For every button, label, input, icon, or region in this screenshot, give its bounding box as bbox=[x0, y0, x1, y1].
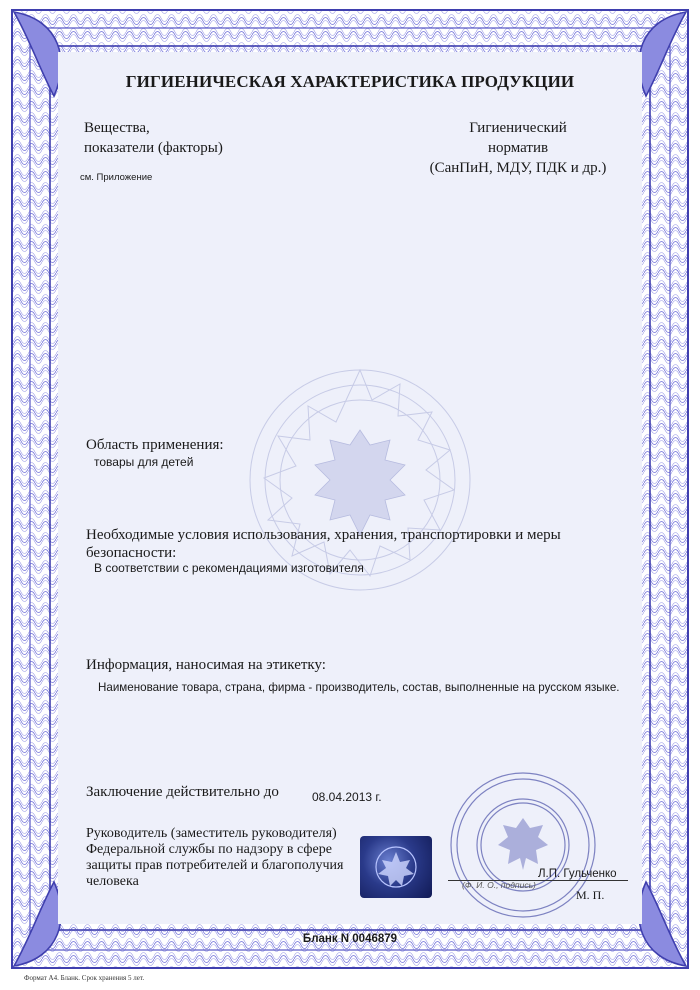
seal-place: М. П. bbox=[576, 888, 605, 902]
label-info-label: Информация, наносимая на этикетку: bbox=[86, 657, 326, 673]
head-line2: Федеральной службы по надзору в сфере bbox=[86, 842, 332, 857]
scope-value: товары для детей bbox=[94, 455, 194, 469]
valid-until-value: 08.04.2013 г. bbox=[312, 790, 382, 804]
conditions-value: В соответствии с рекомендациями изготовителя bbox=[94, 561, 364, 575]
head-line3: защиты прав потребителей и благополучия bbox=[86, 858, 344, 873]
norm-label-line1: Гигиенический bbox=[469, 120, 567, 136]
label-info-value: Наименование товара, страна, фирма - производитель, состав, выполненные на русском языке. bbox=[98, 681, 620, 694]
head-line1: Руководитель (заместитель руководителя) bbox=[86, 826, 337, 841]
valid-until-label: Заключение действительно до bbox=[86, 784, 279, 800]
document-title: ГИГИЕНИЧЕСКАЯ ХАРАКТЕРИСТИКА ПРОДУКЦИИ bbox=[125, 72, 575, 91]
conditions-label-line1: Необходимые условия использования, хранения, транспортировки и меры bbox=[86, 527, 561, 543]
norm-header bbox=[418, 118, 618, 178]
signature-caption: (Ф. И. О., подпись) bbox=[462, 880, 536, 890]
norm-label-line3: (СанПиН, МДУ, ПДК и др.) bbox=[429, 160, 607, 176]
substances-header bbox=[84, 118, 223, 158]
norm-label-line2: норматив bbox=[487, 140, 549, 156]
hologram-emblem-icon bbox=[360, 836, 432, 898]
substances-label-line1: Вещества, bbox=[84, 120, 150, 136]
substances-value: см. Приложение bbox=[80, 172, 153, 183]
footer-note: Формат А4. Бланк. Срок хранения 5 лет. bbox=[24, 974, 145, 982]
head-signature-block bbox=[86, 826, 343, 890]
conditions-label-line2: безопасности: bbox=[86, 545, 177, 561]
signer-name: Л.П. Гульченко bbox=[538, 868, 617, 880]
head-line4: человека bbox=[86, 874, 139, 889]
substances-label-line2: показатели (факторы) bbox=[84, 140, 223, 156]
blank-number: Бланк N 0046879 bbox=[302, 933, 398, 945]
hologram-sticker bbox=[360, 836, 432, 898]
scope-label: Область применения: bbox=[86, 437, 224, 453]
